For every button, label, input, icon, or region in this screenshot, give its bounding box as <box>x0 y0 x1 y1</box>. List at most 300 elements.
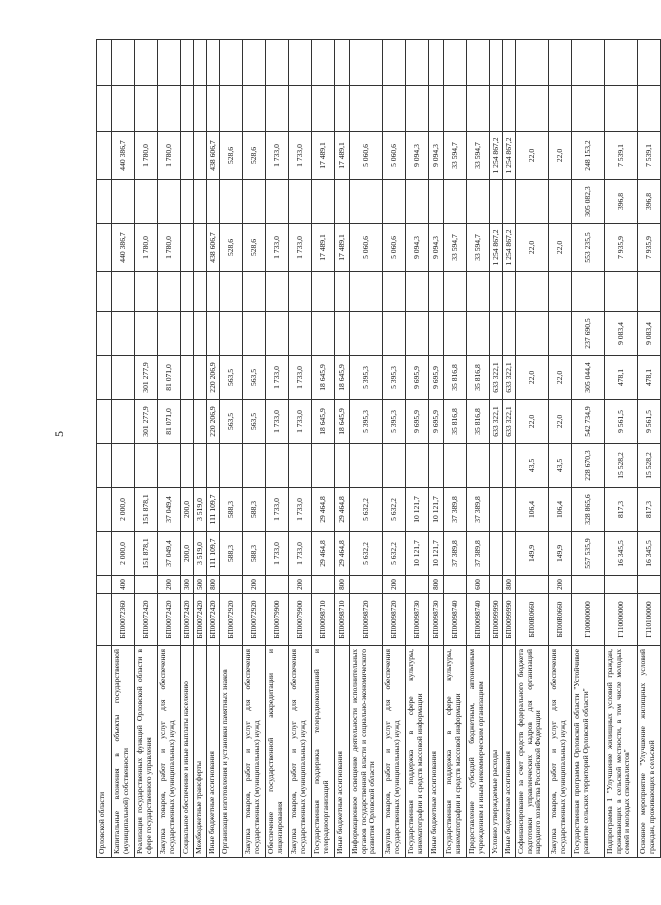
row-expense-type-cell <box>490 576 503 594</box>
table-row <box>444 40 467 858</box>
row-value-cell: 7 539,1 <box>605 132 638 180</box>
row-value-cell <box>516 272 549 312</box>
row-expense-type-cell <box>444 576 467 594</box>
row-value-cell <box>220 40 243 86</box>
row-value-cell <box>605 40 638 86</box>
row-value-cell: 301 277,9 <box>135 400 158 444</box>
row-code-cell: БП00098740 <box>444 594 467 646</box>
row-expense-type-cell <box>97 576 112 594</box>
row-value-cell <box>220 86 243 132</box>
row-name-cell: Реализация государственных функций Орловской области в сфере государственного управления <box>135 646 158 858</box>
row-value-cell: 9 561,5 <box>605 400 638 444</box>
row-value-cell: 10 121,7 <box>406 532 429 576</box>
row-value-cell <box>289 86 312 132</box>
row-name-cell: Социальное обеспечение и иные выплаты населению <box>181 646 194 858</box>
row-value-cell <box>289 40 312 86</box>
row-name-cell: Закупка товаров, работ и услуг для обеспечения государственных (муниципальных) нужд <box>158 646 181 858</box>
row-value-cell <box>158 444 181 488</box>
row-value-cell <box>207 444 220 488</box>
row-value-cell: 1 733,0 <box>266 224 289 272</box>
row-value-cell <box>266 180 289 224</box>
row-value-cell <box>194 312 207 356</box>
row-value-cell <box>266 40 289 86</box>
row-value-cell: 1 733,0 <box>266 488 289 532</box>
row-name-cell: Государственная поддержка в сфере культуры, кинематографии и средств массовой информации <box>406 646 429 858</box>
row-value-cell <box>243 180 266 224</box>
row-value-cell: 106,4 <box>516 488 549 532</box>
row-value-cell: 2 000,0 <box>112 488 135 532</box>
row-value-cell <box>312 180 335 224</box>
row-value-cell <box>158 180 181 224</box>
row-value-cell <box>429 312 444 356</box>
row-value-cell: 228 670,3 <box>572 444 605 488</box>
row-value-cell: 149,9 <box>516 532 549 576</box>
row-value-cell: 9 083,4 <box>605 312 638 356</box>
row-value-cell: 151 878,1 <box>135 532 158 576</box>
row-value-cell <box>467 40 490 86</box>
row-value-cell: 1 254 867,2 <box>503 224 516 272</box>
row-code-cell: Г110000000 <box>605 594 638 646</box>
row-value-cell: 3 519,0 <box>194 488 207 532</box>
row-expense-type-cell: 200 <box>383 576 406 594</box>
row-value-cell <box>289 444 312 488</box>
row-code-cell: Г110100000 <box>638 594 661 646</box>
row-value-cell: 528,6 <box>220 132 243 180</box>
row-value-cell: 29 464,8 <box>312 488 335 532</box>
row-value-cell: 5 632,2 <box>383 488 406 532</box>
row-value-cell <box>112 180 135 224</box>
row-code-cell: БП00079900 <box>266 594 289 646</box>
row-code-cell: БП00072920 <box>243 594 266 646</box>
row-value-cell <box>350 272 383 312</box>
row-value-cell: 1 780,0 <box>158 224 181 272</box>
row-value-cell: 35 816,8 <box>467 356 490 400</box>
row-value-cell: 588,3 <box>243 488 266 532</box>
row-value-cell: 588,3 <box>243 532 266 576</box>
row-value-cell <box>490 86 503 132</box>
row-value-cell <box>112 444 135 488</box>
row-expense-type-cell: 800 <box>207 576 220 594</box>
row-value-cell <box>490 180 503 224</box>
row-expense-type-cell <box>220 576 243 594</box>
row-value-cell: 10 121,7 <box>429 532 444 576</box>
row-name-cell: Подпрограмма 1 "Улучшение жилищных условий граждан, проживающих в сельской местности, в том числе молодых семей и молодых специалистов" <box>605 646 638 858</box>
row-value-cell: 328 865,6 <box>572 488 605 532</box>
row-value-cell <box>181 444 194 488</box>
row-value-cell <box>516 312 549 356</box>
row-value-cell <box>266 312 289 356</box>
row-value-cell: 33 594,7 <box>444 224 467 272</box>
row-value-cell: 633 322,1 <box>503 400 516 444</box>
row-value-cell <box>503 40 516 86</box>
budget-table-body <box>97 40 661 858</box>
row-expense-type-cell <box>406 576 429 594</box>
row-code-cell: БП00072420 <box>207 594 220 646</box>
row-expense-type-cell <box>638 576 661 594</box>
row-name-cell: Иные бюджетные ассигнования <box>335 646 350 858</box>
row-name-cell: Межбюджетные трансферты <box>194 646 207 858</box>
row-expense-type-cell: 600 <box>467 576 490 594</box>
row-value-cell <box>97 444 112 488</box>
row-value-cell <box>605 86 638 132</box>
row-value-cell: 7 935,9 <box>605 224 638 272</box>
row-value-cell: 5 632,2 <box>383 532 406 576</box>
row-code-cell: Г100000000 <box>572 594 605 646</box>
row-value-cell <box>243 40 266 86</box>
row-value-cell <box>467 86 490 132</box>
row-value-cell <box>503 272 516 312</box>
row-name-cell: Иные бюджетные ассигнования <box>207 646 220 858</box>
row-value-cell: 81 071,0 <box>158 400 181 444</box>
table-row <box>181 40 194 858</box>
row-value-cell: 563,5 <box>220 356 243 400</box>
row-value-cell: 1 733,0 <box>289 356 312 400</box>
table-row <box>207 40 220 858</box>
row-value-cell: 438 606,7 <box>207 224 220 272</box>
row-value-cell: 37 049,4 <box>158 532 181 576</box>
row-value-cell: 633 322,1 <box>490 400 503 444</box>
row-value-cell: 1 733,0 <box>289 400 312 444</box>
row-value-cell <box>112 400 135 444</box>
row-value-cell <box>194 400 207 444</box>
row-value-cell <box>429 86 444 132</box>
row-value-cell <box>444 444 467 488</box>
row-value-cell <box>605 272 638 312</box>
row-value-cell: 817,3 <box>605 488 638 532</box>
row-value-cell <box>549 86 572 132</box>
row-value-cell <box>549 180 572 224</box>
row-value-cell: 22,0 <box>549 400 572 444</box>
row-value-cell: 1 733,0 <box>266 132 289 180</box>
row-value-cell <box>312 86 335 132</box>
row-value-cell <box>516 86 549 132</box>
row-value-cell: 9 094,3 <box>406 224 429 272</box>
row-value-cell <box>207 312 220 356</box>
row-value-cell <box>112 356 135 400</box>
table-row <box>467 40 490 858</box>
row-value-cell: 1 780,0 <box>158 132 181 180</box>
row-name-cell: Иные бюджетные ассигнования <box>429 646 444 858</box>
row-value-cell: 16 345,5 <box>638 532 661 576</box>
row-value-cell <box>289 312 312 356</box>
row-value-cell <box>181 180 194 224</box>
table-row <box>335 40 350 858</box>
row-value-cell <box>503 488 516 532</box>
row-value-cell <box>549 40 572 86</box>
row-name-cell: Закупка товаров, работ и услуг для обеспечения государственных (муниципальных) нужд <box>289 646 312 858</box>
table-row <box>135 40 158 858</box>
row-expense-type-cell <box>312 576 335 594</box>
row-value-cell <box>503 532 516 576</box>
table-row <box>605 40 638 858</box>
row-value-cell <box>383 444 406 488</box>
row-value-cell <box>444 86 467 132</box>
row-value-cell: 817,3 <box>638 488 661 532</box>
row-value-cell <box>194 180 207 224</box>
row-value-cell: 5 395,3 <box>383 356 406 400</box>
row-value-cell <box>383 40 406 86</box>
row-value-cell: 37 389,8 <box>467 488 490 532</box>
row-value-cell: 1 733,0 <box>289 224 312 272</box>
row-expense-type-cell: 800 <box>503 576 516 594</box>
row-code-cell: БП00098720 <box>350 594 383 646</box>
row-value-cell <box>112 40 135 86</box>
row-value-cell: 5 632,2 <box>350 532 383 576</box>
table-row <box>406 40 429 858</box>
row-value-cell: 81 071,0 <box>158 356 181 400</box>
row-expense-type-cell <box>350 576 383 594</box>
row-value-cell: 33 594,7 <box>444 132 467 180</box>
row-expense-type-cell: 800 <box>429 576 444 594</box>
row-value-cell <box>289 272 312 312</box>
row-value-cell <box>181 224 194 272</box>
row-value-cell: 35 816,8 <box>444 400 467 444</box>
row-code-cell: БП00099990 <box>503 594 516 646</box>
row-value-cell <box>97 532 112 576</box>
row-value-cell <box>406 40 429 86</box>
row-code-cell: БП00072420 <box>135 594 158 646</box>
row-value-cell <box>503 312 516 356</box>
row-value-cell: 22,0 <box>516 132 549 180</box>
row-value-cell: 15 528,2 <box>605 444 638 488</box>
row-value-cell: 478,1 <box>605 356 638 400</box>
row-name-cell: Софинансирование за счет средств федерального бюджета подготовки управленческих кадров для организаций народного хозяйства Российской Федерации <box>516 646 549 858</box>
row-value-cell <box>207 86 220 132</box>
row-value-cell: 18 645,9 <box>335 400 350 444</box>
row-code-cell: БП00099990 <box>490 594 503 646</box>
row-value-cell <box>312 40 335 86</box>
row-value-cell: 5 632,2 <box>350 488 383 532</box>
row-value-cell: 10 121,7 <box>429 488 444 532</box>
row-value-cell: 22,0 <box>516 356 549 400</box>
row-value-cell: 1 733,0 <box>266 356 289 400</box>
table-row <box>194 40 207 858</box>
row-code-cell: БП00072420 <box>181 594 194 646</box>
row-value-cell <box>444 40 467 86</box>
row-expense-type-cell: 300 <box>181 576 194 594</box>
row-value-cell: 9 695,9 <box>406 356 429 400</box>
row-value-cell <box>350 444 383 488</box>
row-value-cell <box>220 444 243 488</box>
rotated-budget-table-wrapper <box>96 40 656 858</box>
row-value-cell <box>312 444 335 488</box>
row-value-cell <box>220 272 243 312</box>
row-value-cell: 22,0 <box>549 356 572 400</box>
row-value-cell <box>112 86 135 132</box>
row-value-cell: 149,9 <box>549 532 572 576</box>
row-value-cell <box>194 132 207 180</box>
row-value-cell <box>335 40 350 86</box>
row-value-cell <box>97 86 112 132</box>
row-value-cell: 305 082,3 <box>572 180 605 224</box>
row-value-cell <box>181 400 194 444</box>
row-value-cell <box>243 86 266 132</box>
row-value-cell <box>220 180 243 224</box>
row-value-cell: 22,0 <box>549 224 572 272</box>
table-row <box>266 40 289 858</box>
row-value-cell <box>158 312 181 356</box>
row-value-cell: 1 780,0 <box>135 224 158 272</box>
row-value-cell <box>467 312 490 356</box>
row-value-cell: 557 535,9 <box>572 532 605 576</box>
row-code-cell: БП00072420 <box>194 594 207 646</box>
row-value-cell <box>135 272 158 312</box>
row-value-cell: 563,5 <box>243 400 266 444</box>
row-value-cell: 440 386,7 <box>112 224 135 272</box>
row-value-cell: 15 528,2 <box>638 444 661 488</box>
row-value-cell: 528,6 <box>220 224 243 272</box>
row-value-cell: 33 594,7 <box>467 224 490 272</box>
row-value-cell <box>467 272 490 312</box>
row-value-cell <box>194 356 207 400</box>
row-value-cell <box>135 86 158 132</box>
row-name-cell: Основное мероприятие "Улучшение жилищных условий граждан, проживающих в сельской <box>638 646 661 858</box>
row-value-cell <box>350 40 383 86</box>
row-value-cell: 33 594,7 <box>467 132 490 180</box>
row-value-cell: 5 060,6 <box>383 132 406 180</box>
row-value-cell: 305 044,4 <box>572 356 605 400</box>
table-row <box>112 40 135 858</box>
row-value-cell: 248 153,2 <box>572 132 605 180</box>
row-value-cell <box>97 224 112 272</box>
row-value-cell: 588,3 <box>220 532 243 576</box>
row-value-cell <box>335 444 350 488</box>
row-expense-type-cell: 200 <box>243 576 266 594</box>
row-value-cell: 17 489,1 <box>312 132 335 180</box>
row-value-cell <box>312 312 335 356</box>
row-value-cell <box>243 272 266 312</box>
row-value-cell <box>503 180 516 224</box>
row-value-cell <box>266 86 289 132</box>
row-value-cell: 563,5 <box>220 400 243 444</box>
row-value-cell <box>289 180 312 224</box>
row-code-cell: БП00079900 <box>289 594 312 646</box>
row-value-cell <box>429 444 444 488</box>
row-value-cell <box>490 444 503 488</box>
row-value-cell <box>181 356 194 400</box>
row-value-cell <box>194 224 207 272</box>
row-value-cell <box>266 272 289 312</box>
row-value-cell <box>490 40 503 86</box>
row-expense-type-cell: 200 <box>549 576 572 594</box>
row-name-cell: Организация изготовления и установки памятных знаков <box>220 646 243 858</box>
row-expense-type-cell <box>605 576 638 594</box>
row-value-cell: 478,1 <box>638 356 661 400</box>
row-value-cell <box>429 180 444 224</box>
row-value-cell <box>112 312 135 356</box>
row-expense-type-cell <box>572 576 605 594</box>
row-value-cell <box>97 272 112 312</box>
row-value-cell: 528,6 <box>243 224 266 272</box>
row-expense-type-cell <box>135 576 158 594</box>
row-code-cell: БП00098720 <box>383 594 406 646</box>
row-value-cell <box>220 312 243 356</box>
row-value-cell <box>207 180 220 224</box>
row-value-cell <box>350 180 383 224</box>
row-value-cell <box>503 444 516 488</box>
row-value-cell <box>383 180 406 224</box>
row-value-cell: 440 386,7 <box>112 132 135 180</box>
row-value-cell: 553 235,5 <box>572 224 605 272</box>
row-value-cell <box>383 86 406 132</box>
row-name-cell: Государственная поддержка телерадиокомпаний и телерадиоорганизаций <box>312 646 335 858</box>
row-value-cell <box>503 86 516 132</box>
row-value-cell <box>97 180 112 224</box>
page-number: 5 <box>52 431 66 437</box>
row-value-cell: 17 489,1 <box>312 224 335 272</box>
row-value-cell <box>467 444 490 488</box>
row-value-cell <box>335 272 350 312</box>
row-name-cell: Государственная программа Орловской области "Устойчивое развитие сельских территорий Орловской области" <box>572 646 605 858</box>
table-row <box>429 40 444 858</box>
row-value-cell: 396,8 <box>638 180 661 224</box>
row-value-cell: 1 733,0 <box>289 132 312 180</box>
table-row <box>490 40 503 858</box>
row-value-cell: 1 254 867,2 <box>503 132 516 180</box>
table-row <box>572 40 605 858</box>
row-value-cell <box>350 86 383 132</box>
row-code-cell: БП00098730 <box>429 594 444 646</box>
row-value-cell: 35 816,8 <box>467 400 490 444</box>
row-value-cell <box>181 40 194 86</box>
row-code-cell <box>97 594 112 646</box>
row-value-cell <box>181 132 194 180</box>
row-value-cell <box>406 180 429 224</box>
row-value-cell: 43,5 <box>549 444 572 488</box>
row-value-cell: 17 489,1 <box>335 132 350 180</box>
row-value-cell <box>97 356 112 400</box>
table-row <box>220 40 243 858</box>
row-value-cell <box>638 272 661 312</box>
row-code-cell: БП00098730 <box>406 594 429 646</box>
row-value-cell: 9 561,5 <box>638 400 661 444</box>
row-value-cell: 18 645,9 <box>335 356 350 400</box>
row-expense-type-cell <box>516 576 549 594</box>
row-name-cell: Обеспечение государственной аккредитации и лицензирования <box>266 646 289 858</box>
table-row <box>158 40 181 858</box>
row-value-cell: 29 464,8 <box>312 532 335 576</box>
row-value-cell: 29 464,8 <box>335 488 350 532</box>
row-value-cell: 17 489,1 <box>335 224 350 272</box>
row-value-cell: 22,0 <box>549 132 572 180</box>
row-value-cell: 43,5 <box>516 444 549 488</box>
row-value-cell <box>429 272 444 312</box>
row-value-cell <box>135 312 158 356</box>
row-code-cell: БП00098740 <box>467 594 490 646</box>
row-expense-type-cell: 400 <box>112 576 135 594</box>
row-value-cell: 200,0 <box>181 488 194 532</box>
row-expense-type-cell: 200 <box>289 576 312 594</box>
row-value-cell <box>181 272 194 312</box>
row-value-cell <box>406 312 429 356</box>
row-value-cell: 396,8 <box>605 180 638 224</box>
row-value-cell <box>406 272 429 312</box>
row-name-cell: Информационное освещение деятельности исполнительных органов государственной власти и социально-экономического развития Орловской области <box>350 646 383 858</box>
row-value-cell: 16 345,5 <box>605 532 638 576</box>
row-value-cell <box>194 86 207 132</box>
row-value-cell <box>97 40 112 86</box>
row-value-cell <box>243 444 266 488</box>
row-code-cell: БП00098710 <box>335 594 350 646</box>
row-value-cell: 10 121,7 <box>406 488 429 532</box>
row-value-cell: 111 109,7 <box>207 488 220 532</box>
table-row <box>97 40 112 858</box>
row-value-cell <box>335 312 350 356</box>
row-value-cell: 1 733,0 <box>289 532 312 576</box>
row-value-cell <box>97 312 112 356</box>
row-value-cell <box>112 272 135 312</box>
row-value-cell: 5 060,6 <box>350 224 383 272</box>
